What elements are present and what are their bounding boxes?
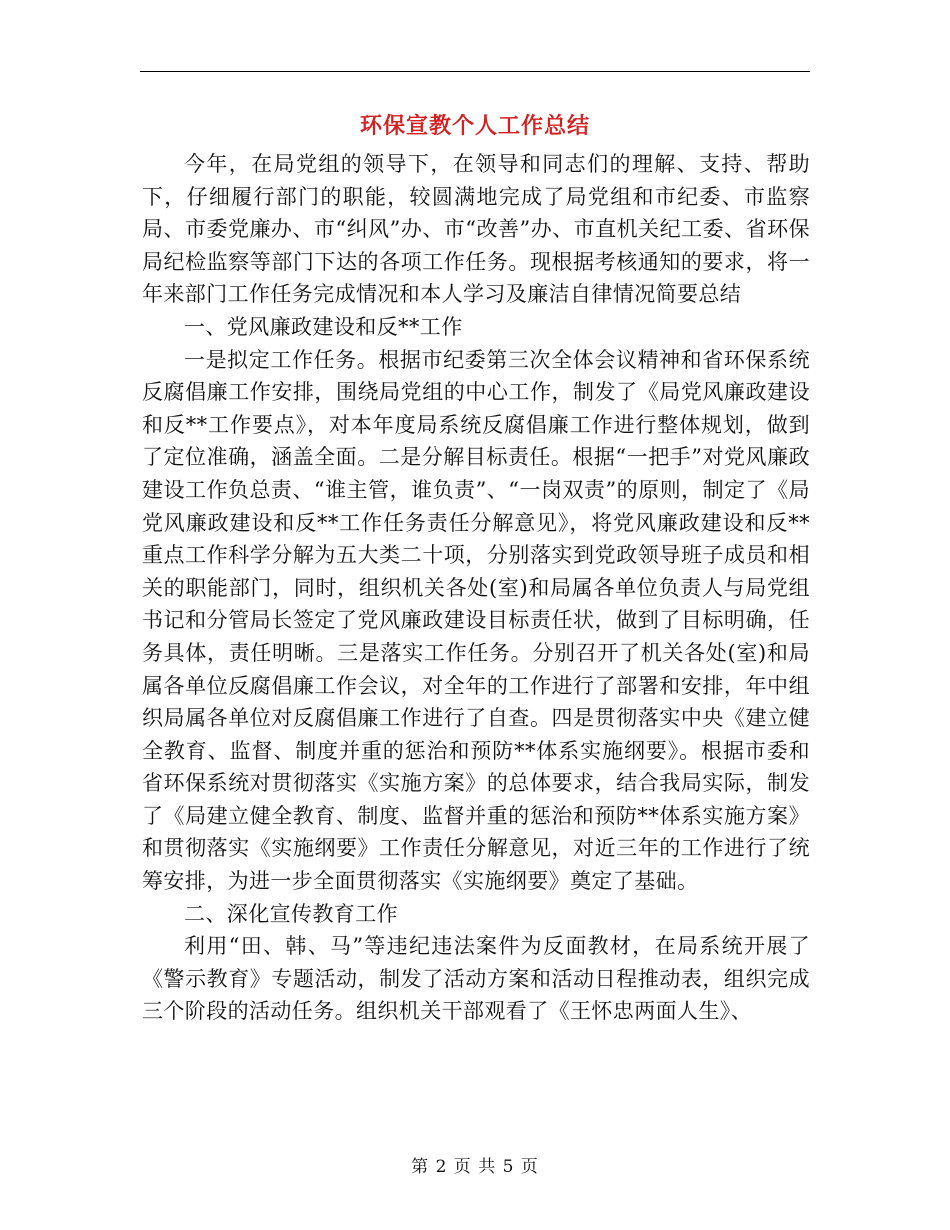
paragraph-section-1: 一是拟定工作任务。根据市纪委第三次全体会议精神和省环保系统反腐倡廉工作安排，围绕局党组的中心工作，制发了《局党风廉政建设和反**工作要点》，对本年度局系统反腐倡廉工作进行整体规划，做到了定位准确，涵盖全面。二是分解目标责任。根据“一把手”对党风廉政建设工作负总责、“谁主管，谁负责”、“一岗双责”的原则，制定了《局党风廉政建设和反**工作任务责任分解意见》，将党风廉政建设和反**重点工作科学分解为五大类二十项，分别落实到党政领导班子成员和相关的职能部门，同时，组织机关各处(室)和局属各单位负责人与局党组书记和分管局长签定了党风廉政建设目标责任状，做到了目标明确，任务具体，责任明晰。三是落实工作任务。分别召开了机关各处(室)和局属各单位反腐倡廉工作会议，对全年的工作进行了部署和安排，年中组织局属各单位对反腐倡廉工作进行了自查。四是贯彻落实中央《建立健全教育、监督、制度并重的惩治和预防**体系实施纲要》。根据市委和省环保系统对贯彻落实《实施方案》的总体要求，结合我局实际，制发了《局建立健全教育、制度、监督并重的惩治和预防**体系实施方案》和贯彻落实《实施纲要》工作责任分解意见，对近三年的工作进行了统筹安排，为进一步全面贯彻落实《实施纲要》奠定了基础。 [142, 347, 810, 894]
document-title: 环保宣教个人工作总结 [359, 113, 590, 139]
section-heading-2: 二、深化宣传教育工作 [184, 901, 398, 926]
page-number: 第 2 页 共 5 页 [411, 1157, 539, 1177]
header-rule [140, 71, 810, 72]
document-body [142, 148, 810, 1028]
section-heading-1: 一、党风廉政建设和反**工作 [184, 314, 463, 339]
paragraph-section-2: 利用“田、韩、马”等违纪违法案件为反面教材，在局系统开展了《警示教育》专题活动，制发了活动方案和活动日程推动表，组织完成三个阶段的活动任务。组织机关干部观看了《王怀忠两面人生》、 [142, 934, 810, 1024]
paragraph-intro: 今年，在局党组的领导下，在领导和同志们的理解、支持、帮助下，仔细履行部门的职能，较圆满地完成了局党组和市纪委、市监察局、市委党廉办、市“纠风”办、市“改善”办、市直机关纪工委、省环保局纪检监察等部门下达的各项工作任务。现根据考核通知的要求，将一年来部门工作任务完成情况和本人学习及廉洁自律情况简要总结 [142, 152, 810, 307]
